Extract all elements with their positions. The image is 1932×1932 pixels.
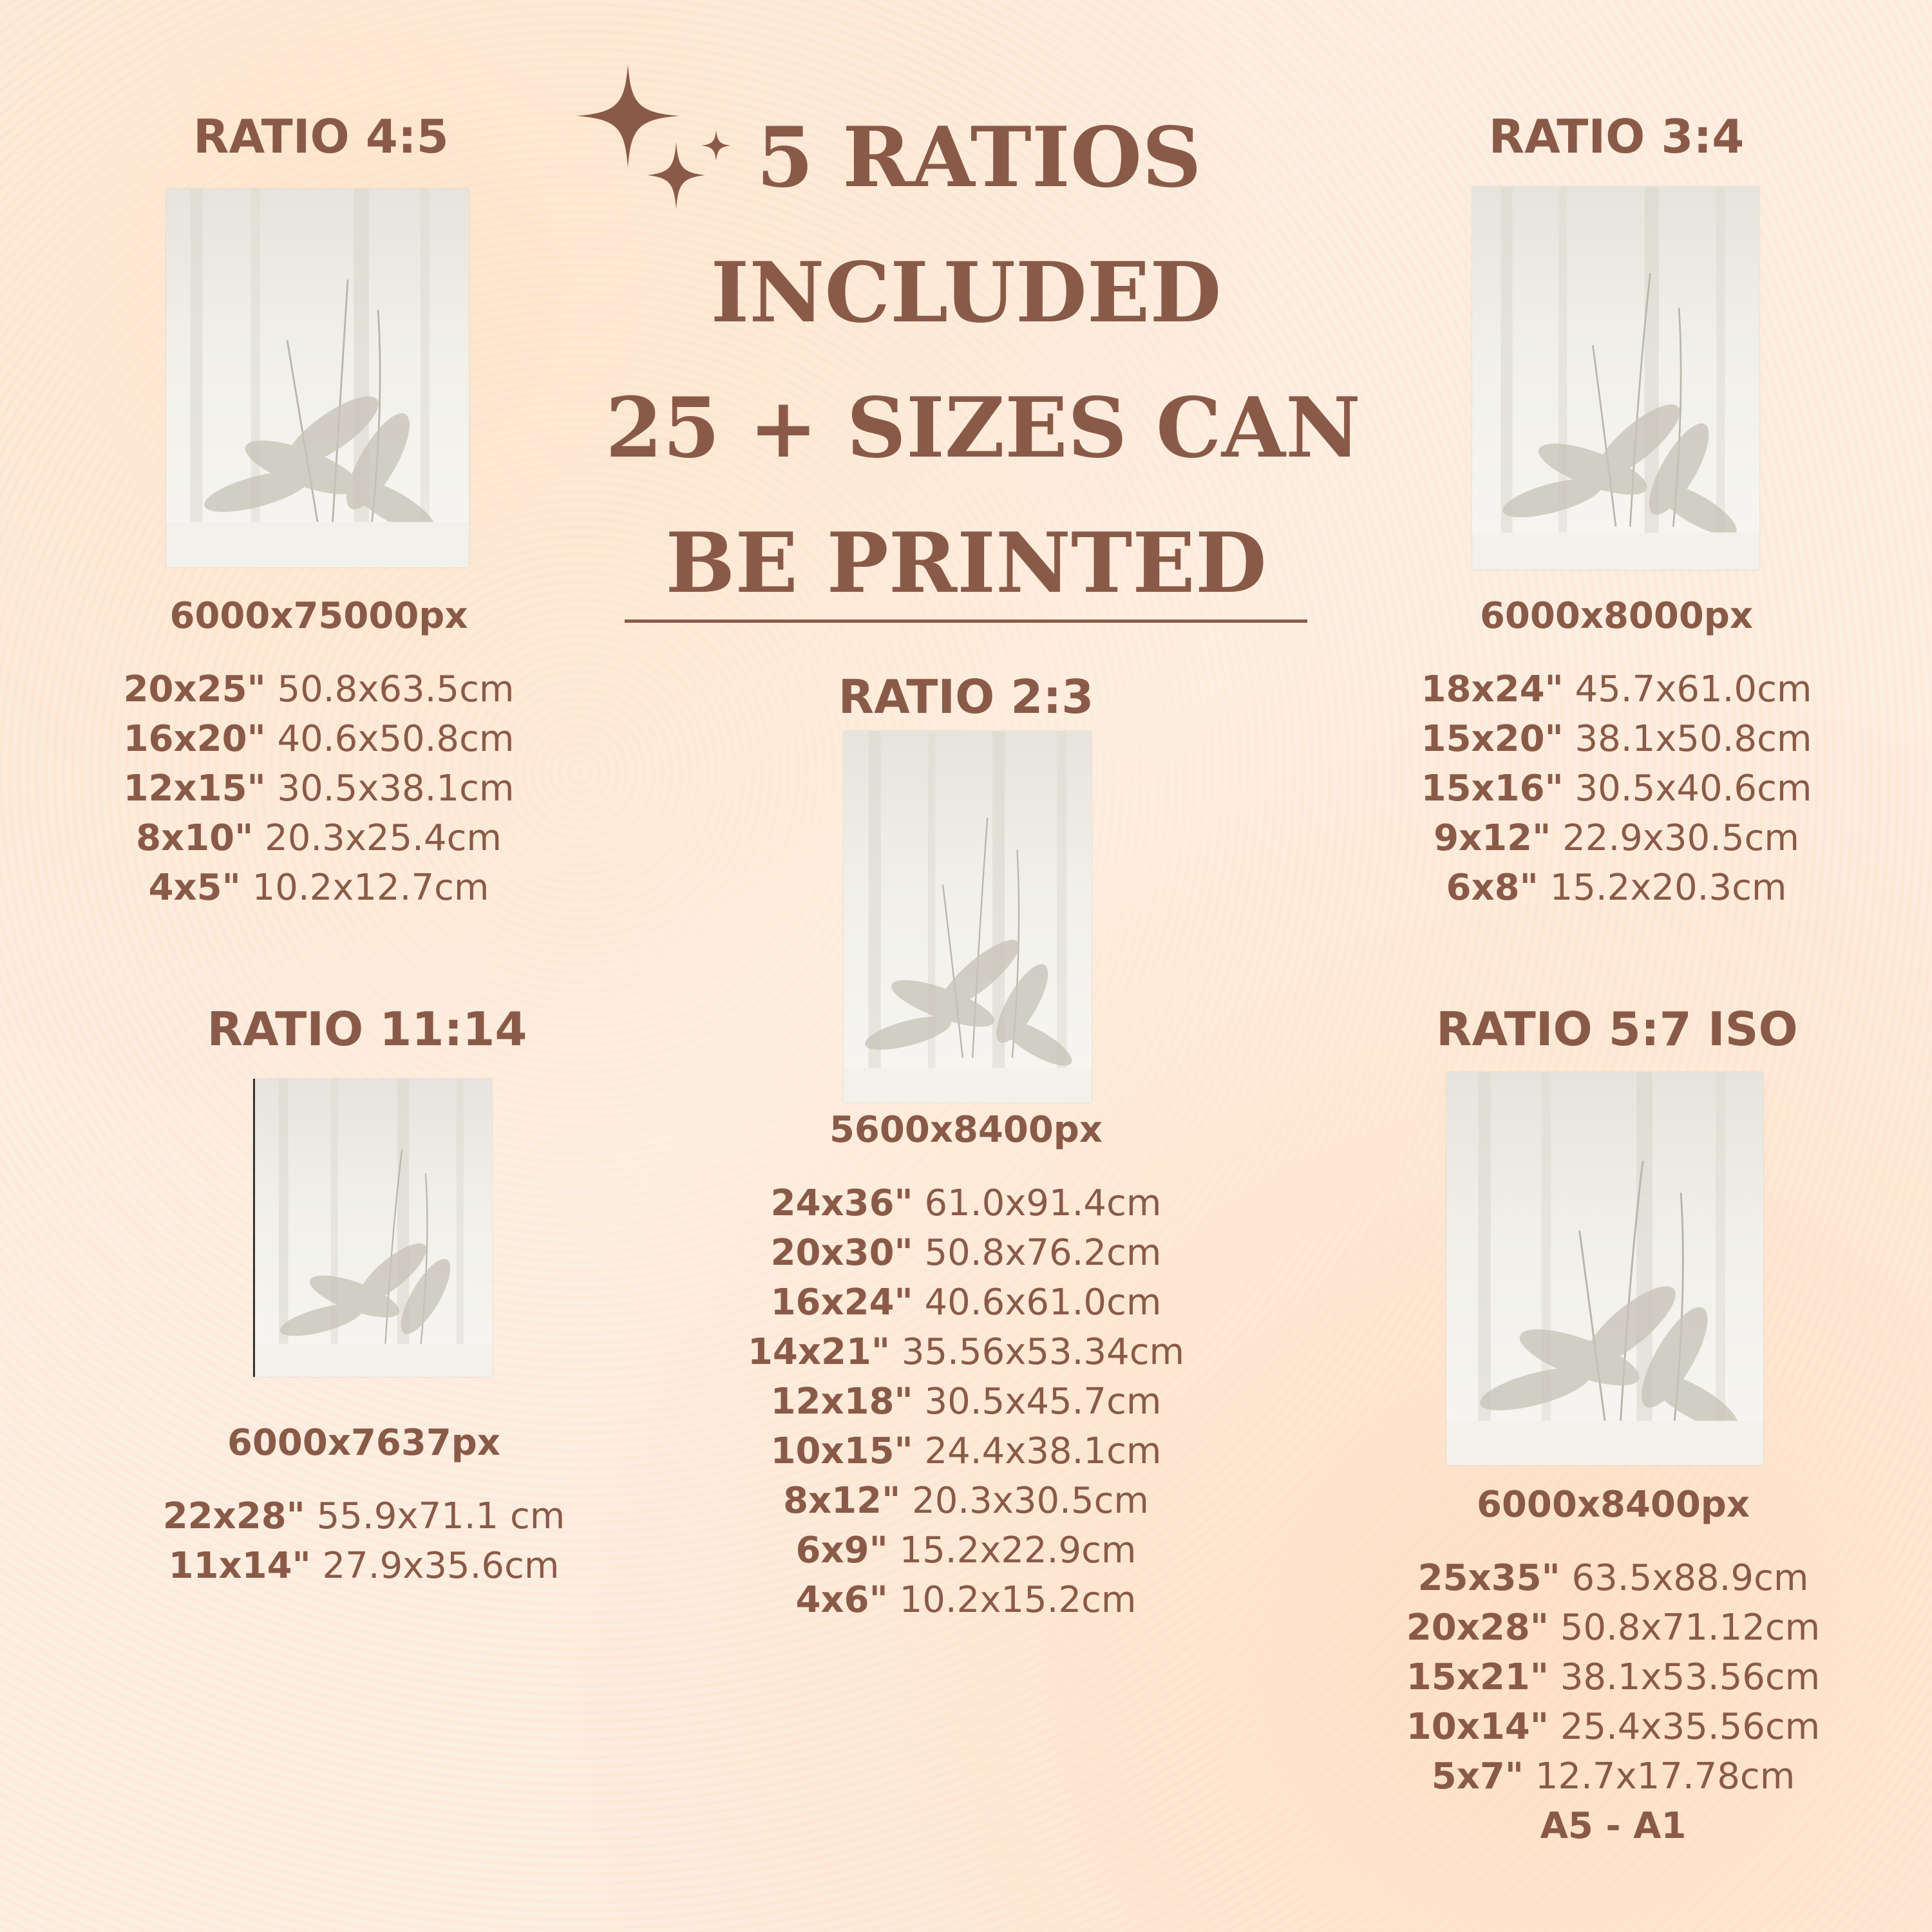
ratio-4-5-sizes — [64, 665, 573, 913]
ratio-2-3-pixels: 5600x8400px — [829, 1109, 1103, 1151]
size-row: 16x20" 40.6x50.8cm — [123, 718, 515, 760]
size-row: 20x30" 50.8x76.2cm — [770, 1232, 1162, 1274]
ratio-4-5-pixels: 6000x75000px — [169, 595, 468, 637]
ratio-4-5-title: RATIO 4:5 — [193, 109, 449, 164]
size-row: 20x28" 50.8x71.12cm — [1406, 1607, 1821, 1649]
headline-line-1: 5 RATIOS — [756, 109, 1202, 206]
size-row: 6x8" 15.2x20.3cm — [1446, 867, 1787, 909]
ratio-5-7-pixels: 6000x8400px — [1476, 1484, 1750, 1526]
size-row: 25x35" 63.5x88.9cm — [1417, 1557, 1809, 1599]
paper-size-range: A5 - A1 — [1540, 1805, 1687, 1847]
size-row: 22x28" 55.9x71.1 cm — [162, 1495, 565, 1537]
size-row: 5x7" 12.7x17.78cm — [1431, 1756, 1795, 1797]
size-row: 16x24" 40.6x61.0cm — [770, 1282, 1162, 1323]
size-row: 24x36" 61.0x91.4cm — [770, 1182, 1162, 1224]
size-row: 10x15" 24.4x38.1cm — [770, 1430, 1162, 1472]
size-row: 10x14" 25.4x35.56cm — [1406, 1706, 1821, 1748]
ratio-2-3-title: RATIO 2:3 — [838, 670, 1094, 724]
headline-underline — [625, 620, 1307, 623]
ratio-11-14-title: RATIO 11:14 — [207, 1002, 527, 1056]
size-row: 11x14" 27.9x35.6cm — [168, 1545, 560, 1587]
size-row: 15x20" 38.1x50.8cm — [1421, 718, 1812, 760]
ratio-2-3-artwork — [844, 731, 1092, 1103]
ratio-2-3-sizes — [708, 1179, 1224, 1625]
headline-line-3: 25 + SIZES CAN — [605, 380, 1361, 477]
ratio-4-5-artwork — [166, 189, 469, 567]
ratio-5-7-artwork — [1446, 1072, 1763, 1465]
size-row: 12x18" 30.5x45.7cm — [770, 1381, 1162, 1423]
ratio-3-4-sizes — [1359, 665, 1874, 913]
size-row: 4x6" 10.2x15.2cm — [795, 1579, 1137, 1621]
ratio-3-4-title: RATIO 3:4 — [1488, 109, 1745, 164]
size-row: 4x5" 10.2x12.7cm — [148, 867, 489, 909]
ratio-11-14-sizes — [106, 1492, 621, 1591]
ratio-5-7-title: RATIO 5:7 ISO — [1436, 1002, 1798, 1056]
headline-line-4: BE PRINTED — [665, 515, 1267, 612]
size-row: 14x21" 35.56x53.34cm — [747, 1331, 1185, 1373]
ratio-3-4-pixels: 6000x8000px — [1479, 595, 1754, 637]
size-row: 12x15" 30.5x38.1cm — [123, 768, 515, 810]
ratio-11-14-pixels: 6000x7637px — [227, 1422, 501, 1464]
size-row: 20x25" 50.8x63.5cm — [123, 668, 515, 710]
size-row: 15x21" 38.1x53.56cm — [1406, 1656, 1821, 1698]
ratio-11-14-artwork — [253, 1079, 492, 1377]
size-row: 18x24" 45.7x61.0cm — [1421, 668, 1812, 710]
headline — [605, 90, 1361, 631]
ratio-3-4-artwork — [1472, 187, 1759, 570]
ratio-5-7-sizes — [1356, 1553, 1871, 1851]
headline-line-2: INCLUDED — [710, 245, 1222, 341]
size-row: 6x9" 15.2x22.9cm — [795, 1530, 1137, 1571]
size-row: 9x12" 22.9x30.5cm — [1434, 817, 1799, 859]
size-row: 8x12" 20.3x30.5cm — [783, 1480, 1149, 1522]
size-row: 15x16" 30.5x40.6cm — [1421, 768, 1812, 810]
size-row: 8x10" 20.3x25.4cm — [136, 817, 502, 859]
